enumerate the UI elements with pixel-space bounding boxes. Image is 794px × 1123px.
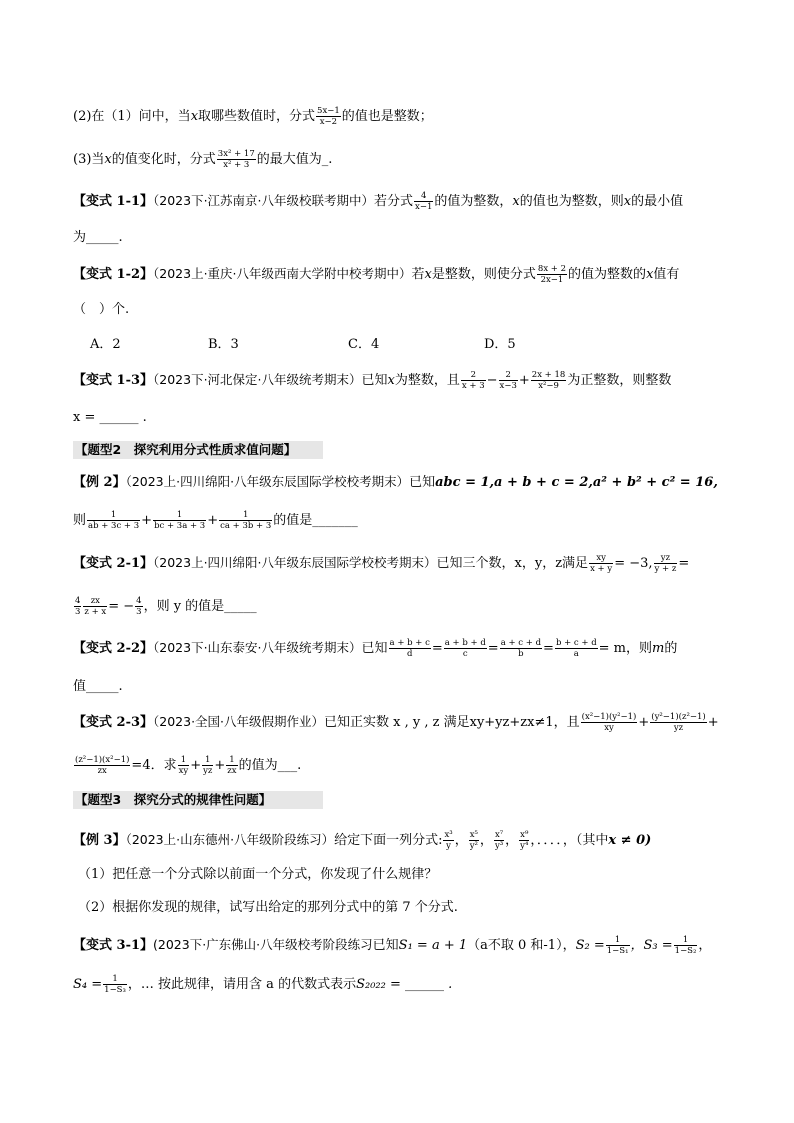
fraction: $\frac{xy}{x + y}$ xyxy=(590,553,613,574)
variant-2-1-line2: $\frac{4}{3}$ $\frac{zx}{z + x}$ = − $\frac{4}{3}$ ，则 y 的值是_____ xyxy=(75,596,257,617)
option-a: A．2 xyxy=(90,337,121,352)
fraction: $\frac{1}{\text{1−S₂}}$ xyxy=(674,935,697,956)
fraction: $\frac{2}{x-3}$ xyxy=(499,370,517,391)
fraction: $\frac{1}{bc + 3a + 3}$ xyxy=(154,510,206,531)
fraction: $\frac{4}{3}$ xyxy=(75,596,81,617)
fraction: $\frac{yz}{y + z}$ xyxy=(654,553,677,574)
fraction: $\frac{b + c + d}{a}$ xyxy=(555,638,597,659)
fraction: $\frac{\text{(x²−1)(y²−1)}}{xy}$ xyxy=(581,712,637,733)
question-3: (3)当x的值变化时，分式 $\frac{\text{3x² + 17}}{\text{x² + 3}}$ 的最大值为_. xyxy=(73,149,333,170)
fraction: $\frac{\text{x⁵}}{\text{y²}}$ xyxy=(469,830,478,851)
example-2: 【例 2】（2023上·四川绵阳·八年级东辰国际学校校考期末）已知abc = 1,a + b + c = 2,a² + b² + c² = 16, xyxy=(73,474,718,490)
option-b: B．3 xyxy=(208,337,239,352)
variant-2-3: 【变式 2-3】（2023·全国·八年级假期作业）已知正实数 x , y , z 满足xy+yz+zx≠1，且 $\frac{\text{(x²−1)(y²−1)}}{xy}$ + $\frac{\text{(y²−1)(z²−1)}}{yz}$ + xyxy=(73,712,719,733)
fraction: $\frac{\text{3x² + 17}}{\text{x² + 3}}$ xyxy=(217,149,255,170)
fraction: $\frac{\text{(y²−1)(z²−1)}}{yz}$ xyxy=(651,712,706,733)
fraction: $\frac{\text{x⁷}}{\text{y³}}$ xyxy=(494,830,504,851)
fraction: $\frac{8x + 2}{2x-1}$ xyxy=(537,264,567,285)
option-c: C．4 xyxy=(348,337,380,352)
fraction: $\frac{1}{\text{1−S₁}}$ xyxy=(606,935,629,956)
choice-options xyxy=(90,335,516,355)
variant-3-1-line2: S₄ = $\frac{1}{\text{1−S₃}}$ ，… 按此规律，请用含 a 的代数式表示S₂₀₂₂ = ______ . xyxy=(73,974,453,995)
variant-2-2: 【变式 2-2】（2023下·山东泰安·八年级统考期末）已知 $\frac{a + b + c}{d}$ = $\frac{a + b + d}{c}$ = $\frac{a + c + d}{b}$ = $\frac{b + c + d}{a}$ = m，则m的 xyxy=(73,638,678,659)
fraction: $\frac{1}{ca + 3b + 3}$ xyxy=(220,510,272,531)
fraction: $\frac{a + b + d}{c}$ xyxy=(444,638,486,659)
variant-1-2: 【变式 1-2】（2023上·重庆·八年级西南大学附中校考期中）若x是整数，则使分式 $\frac{8x + 2}{2x-1}$ 的值为整数的x值有 xyxy=(73,264,680,285)
fraction: $\frac{\text{x³}}{y}$ xyxy=(444,830,453,851)
fraction: $\frac{a + c + d}{b}$ xyxy=(500,638,542,659)
example-3-q1: （1）把任意一个分式除以前面一个分式，你发现了什么规律？ xyxy=(78,867,438,882)
variant-2-3-line2: $\frac{\text{(z²−1)(x²−1)}}{zx}$ =4．求 $\frac{1}{xy}$ + $\frac{1}{yz}$ + $\frac{1}{zx}$ 的值为___. xyxy=(75,755,302,776)
variant-1-1: 【变式 1-1】（2023下·江苏南京·八年级校联考期中）若分式 $\frac{4}{x-1}$ 的值为整数，x的值也为整数，则x的最小值 xyxy=(73,191,684,212)
fraction: $\frac{4}{x-1}$ xyxy=(415,191,433,212)
section-header-type-3: 【题型3 探究分式的规律性问题】 xyxy=(73,791,323,809)
question-2: (2)在（1）问中，当x取哪些数值时，分式 $\frac{5x-1}{x-2}$ 的值也是整数； xyxy=(73,106,433,127)
section-header-type-2: 【题型2 探究利用分式性质求值问题】 xyxy=(73,441,323,459)
fraction: $\frac{1}{yz}$ xyxy=(203,755,213,776)
fraction: $\frac{\text{x⁹}}{\text{y⁴}}$ xyxy=(520,830,529,851)
example-3: 【例 3】（2023上·山东德州·八年级阶段练习）给定下面一列分式: $\frac{\text{x³}}{y}$ ， $\frac{\text{x⁵}}{\text{y²}}$ ， $\frac{\text{x⁷}}{\text{y³}}$ ， $\frac{\text{x⁹}}{\text{y⁴}}$ ，．．．．，（其中x ≠ 0) xyxy=(73,830,652,851)
fraction: $\frac{4}{3}$ xyxy=(136,596,142,617)
variant-1-3: 【变式 1-3】（2023下·河北保定·八年级统考期末）已知x为整数，且 $\frac{2}{x + 3}$ − $\frac{2}{x-3}$ + $\frac{2x + 18}{\text{x²−9}}$ 为正整数，则整数 xyxy=(73,370,672,391)
fraction: $\frac{1}{zx}$ xyxy=(227,755,237,776)
variant-2-2-line2: 值_____. xyxy=(73,679,123,694)
fraction: $\frac{1}{xy}$ xyxy=(178,755,189,776)
variant-1-2-line2: （ ）个. xyxy=(73,302,130,317)
fraction: $\frac{2x + 18}{\text{x²−9}}$ xyxy=(531,370,566,391)
fraction: $\frac{1}{ab + 3c + 3}$ xyxy=(88,510,140,531)
fraction: $\frac{zx}{z + x}$ xyxy=(84,596,107,617)
fraction: $\frac{\text{(z²−1)(x²−1)}}{zx}$ xyxy=(75,755,130,776)
variant-2-1: 【变式 2-1】（2023上·四川绵阳·八年级东辰国际学校校考期末）已知三个数，x，y，z满足 $\frac{xy}{x + y}$ = −3, $\frac{yz}{y + z}$ = xyxy=(73,553,690,574)
variant-1-3-line2: x = ______ . xyxy=(73,410,147,425)
variant-1-1-line2: 为_____. xyxy=(73,230,123,245)
example-3-q2: （2）根据你发现的规律，试写出给定的那列分式中的第 7 个分式. xyxy=(78,900,458,915)
fraction: $\frac{1}{\text{1−S₃}}$ xyxy=(104,974,126,995)
fraction: $\frac{5x-1}{x-2}$ xyxy=(317,106,340,127)
fraction: $\frac{2}{x + 3}$ xyxy=(461,370,485,391)
option-d: D．5 xyxy=(484,337,516,352)
variant-3-1: 【变式 3-1】(2023下·广东佛山·八年级校考阶段练习已知S₁ = a + 1（a不取 0 和-1），S₂ = $\frac{1}{\text{1−S₁}}$ ，S₃ = $\frac{1}{\text{1−S₂}}$ ， xyxy=(73,935,712,956)
example-2-line2: 则 $\frac{1}{ab + 3c + 3}$ + $\frac{1}{bc + 3a + 3}$ + $\frac{1}{ca + 3b + 3}$ 的值是_______ xyxy=(73,510,358,531)
fraction: $\frac{a + b + c}{d}$ xyxy=(389,638,430,659)
